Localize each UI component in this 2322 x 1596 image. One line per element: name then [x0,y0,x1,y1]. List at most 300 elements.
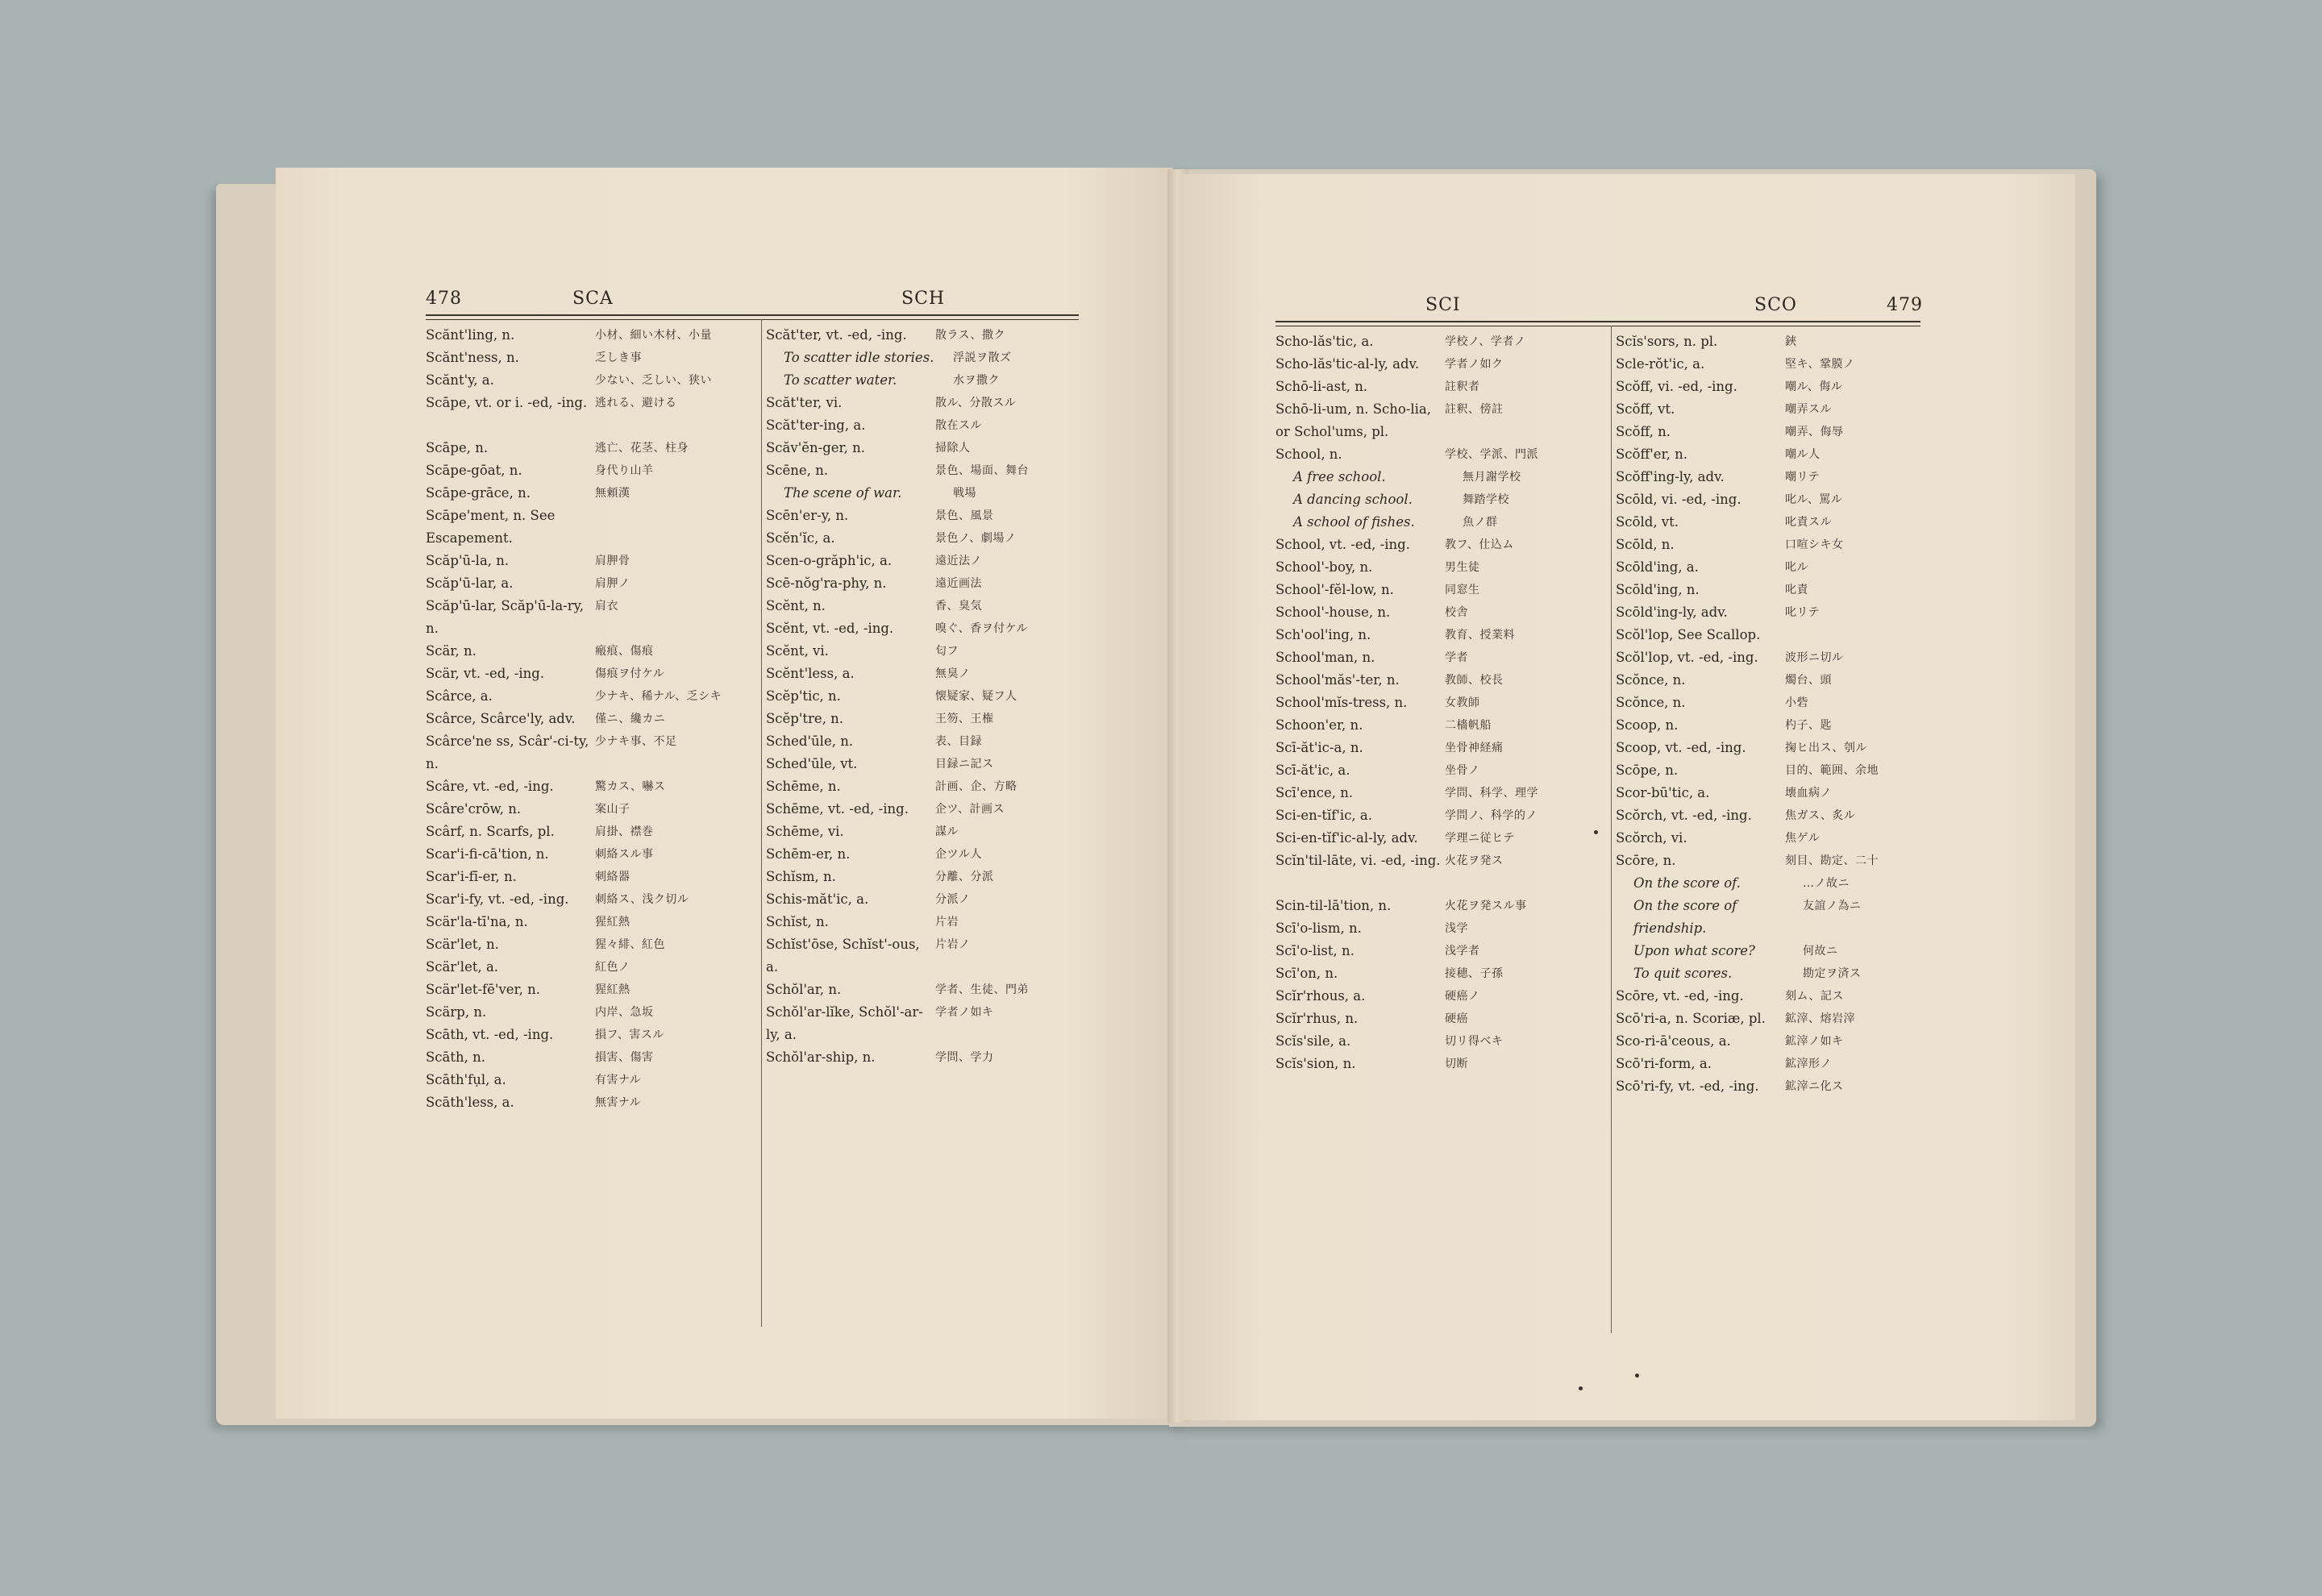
header-rule [1275,321,1920,326]
japanese-definition: 水ヲ撒ク [953,374,1000,387]
japanese-definition: 学者、生徒、門弟 [935,983,1029,996]
headword: Scēne, n. [766,463,829,478]
japanese-definition: 硬癌 [1445,1012,1468,1025]
example-text: On the score of friendship. [1633,898,1737,936]
dictionary-entry [1616,534,1961,556]
japanese-definition: 註釈、傍註 [1445,403,1504,416]
japanese-definition: 燭台、頭 [1785,674,1832,687]
headword: Scāth, n. [426,1049,486,1065]
page-number: 479 [1887,295,1923,315]
japanese-definition: 火花ヲ発ス [1445,854,1504,867]
dictionary-entry [426,595,771,640]
guide-word-left: SCI [1425,295,1461,315]
dictionary-entry [1275,330,1621,353]
headword: Schĭsm, n. [766,869,836,884]
headword: Scăt'ter, vi. [766,395,843,410]
japanese-definition: 猩紅熱 [595,983,630,996]
headword: Scāth'less, a. [426,1095,514,1110]
japanese-definition: 鉱滓ニ化ス [1785,1080,1844,1093]
japanese-definition: 逃亡、花茎、柱身 [595,442,689,455]
japanese-definition: 少ナキ、稀ナル、乏シキ [595,690,722,703]
headword: Scŏff, n. [1616,424,1671,439]
headword: Sch'ool'ing, n. [1275,627,1371,642]
headword: Schŏl'ar, n. [766,982,842,997]
column-divider [761,319,762,1327]
headword: Scē-nŏg'ra-phy, n. [766,576,887,591]
headword: Scho-lăs'tic-al-ly, adv. [1275,356,1420,372]
right-page-header [1179,295,2075,319]
dictionary-entry [1616,782,1961,804]
dictionary-entry [766,617,1111,640]
japanese-definition: 企ツ、計画ス [935,803,1005,816]
headword: Scär'la-tī'na, n. [426,914,528,929]
example-text: A dancing school. [1293,492,1413,507]
headword: Scāpe-gōat, n. [426,463,522,478]
dictionary-entry [426,572,771,595]
dictionary-entry [1275,895,1621,917]
dictionary-entry [426,1024,771,1046]
dictionary-entry [426,821,771,843]
japanese-definition: 嘲弄スル [1785,403,1832,416]
dictionary-entry [766,550,1111,572]
headword: Scĭr'rhous, a. [1275,988,1366,1004]
japanese-definition: 学者ノ如ク [1445,358,1504,371]
dictionary-entry [766,663,1111,685]
dictionary-entry [1616,1053,1961,1075]
dictionary-entry [1616,669,1961,692]
example-text: A free school. [1293,469,1386,484]
headword: Sched'ūle, n. [766,734,854,749]
dictionary-entry [766,437,1111,459]
japanese-definition: 匂フ [935,645,959,658]
japanese-definition: 分離、分派 [935,871,994,883]
example-phrase [766,482,1111,505]
japanese-definition: 焦ガス、炙ル [1785,809,1856,822]
headword: Scĭs'sors, n. pl. [1616,334,1718,349]
example-phrase [1275,466,1621,488]
dictionary-entry [1616,624,1961,646]
headword: Scârce'ne ss, Scâr'-ci-ty, n. [426,734,589,771]
dictionary-entry [1275,398,1621,443]
headword: Scō'ri-form, a. [1616,1056,1712,1071]
japanese-definition: 嘲リテ [1785,471,1821,484]
japanese-definition: 友誼ノ為ニ [1803,900,1862,912]
japanese-definition: 無月謝学校 [1463,471,1521,484]
headword: Sched'ūle, vt. [766,756,858,771]
japanese-definition: 叱ル、罵ル [1785,493,1843,506]
dictionary-entry [766,392,1111,414]
example-phrase [1616,895,1961,940]
headword: Scŏrch, vt. -ed, -ing. [1616,808,1752,823]
japanese-definition: 男生徒 [1445,561,1480,574]
japanese-definition: 魚ノ群 [1463,516,1498,529]
japanese-definition: 嗅ぐ、香ヲ付ケル [935,622,1029,635]
dictionary-entry [426,550,771,572]
japanese-definition: 何故ニ [1803,945,1838,958]
dictionary-entry [1275,759,1621,782]
dictionary-entry [426,1001,771,1024]
japanese-definition: 散在スル [935,419,982,432]
dictionary-entry [1275,353,1621,376]
headword: Scĕnt'less, a. [766,666,855,681]
japanese-definition: 猩々緋、紅色 [595,938,665,951]
japanese-definition: 叱責 [1785,584,1808,596]
headword: Scĭs'sile, a. [1275,1033,1351,1049]
dictionary-entry [1275,737,1621,759]
dictionary-entry [1275,985,1621,1008]
dictionary-entry [1616,1008,1961,1030]
japanese-definition: 肩衣 [595,600,618,613]
headword: Scle-rŏt'ic, a. [1616,356,1705,372]
headword: Scī'on, n. [1275,966,1338,981]
headword: School, n. [1275,447,1342,462]
dictionary-entry [1275,782,1621,804]
headword: Scĭn'til-lāte, vi. -ed, -ing. [1275,853,1441,868]
japanese-definition: 叱責スル [1785,516,1832,529]
headword: Scŏff'ing-ly, adv. [1616,469,1725,484]
japanese-definition: 嘲弄、侮辱 [1785,426,1844,438]
headword: Schēme, vi. [766,824,844,839]
dictionary-entry [766,640,1111,663]
japanese-definition: 坐骨ノ [1445,764,1480,777]
dictionary-entry [426,1046,771,1069]
headword: Scär, vt. -ed, -ing. [426,666,545,681]
headword: Schĭst'ōse, Schĭst'-ous, a. [766,937,920,975]
dictionary-entry [426,640,771,663]
japanese-definition: 嘲ル人 [1785,448,1821,461]
japanese-definition: 身代り山羊 [595,464,654,477]
dictionary-entry [766,730,1111,753]
japanese-definition: 接穂、子孫 [1445,967,1504,980]
left-column-1 [426,324,771,1114]
japanese-definition: 謀ル [935,825,959,838]
dictionary-entry [1275,1053,1621,1075]
japanese-definition: 同窓生 [1445,584,1480,596]
dictionary-entry [426,347,771,369]
japanese-definition: 波形ニ切ル [1785,651,1844,664]
column-divider [1611,326,1612,1333]
dictionary-entry [426,730,771,775]
dictionary-entry [426,324,771,347]
headword: Scär'let, n. [426,937,499,952]
japanese-definition: 戦場 [953,487,976,500]
headword: Sco-ri-ā'ceous, a. [1616,1033,1731,1049]
headword: Schoon'er, n. [1275,717,1363,733]
dictionary-entry [766,933,1111,979]
guide-word-right: SCH [901,289,946,309]
dictionary-entry [766,572,1111,595]
headword: Schō-li-ast, n. [1275,379,1368,394]
headword: Scāpe, n. [426,440,489,455]
headword: Schēme, vt. -ed, -ing. [766,801,909,817]
headword: Scāpe'ment, n. See Escapement. [426,508,556,546]
headword: Scĕnt, n. [766,598,826,613]
headword: Scĭs'sion, n. [1275,1056,1356,1071]
japanese-definition: 内岸、急坂 [595,1006,654,1019]
dictionary-entry [1616,804,1961,827]
example-text: To scatter idle stories. [784,350,934,365]
japanese-definition: 学理ニ従ヒテ [1445,832,1515,845]
dictionary-entry [1616,511,1961,534]
dictionary-entry [1616,985,1961,1008]
headword: Scōld, vt. [1616,514,1679,530]
example-phrase [1616,940,1961,962]
dictionary-entry [426,866,771,888]
example-text: To quit scores. [1633,966,1733,981]
dictionary-entry [1616,330,1961,353]
headword: Scō'ri-fy, vt. -ed, -ing. [1616,1079,1759,1094]
dictionary-entry [1616,646,1961,669]
japanese-definition: 瘢痕、傷痕 [595,645,654,658]
dictionary-entry [1616,759,1961,782]
ink-speck [1579,1386,1583,1390]
headword: Scŏnce, n. [1616,695,1686,710]
dictionary-entry [426,956,771,979]
japanese-definition: 表、目録 [935,735,982,748]
japanese-definition: 小材、細い木材、小量 [595,329,712,342]
dictionary-entry [1616,692,1961,714]
dictionary-entry [426,505,771,550]
dictionary-entry [1616,601,1961,624]
japanese-definition: 勘定ヲ済ス [1803,967,1862,980]
headword: Scär'let, a. [426,959,499,975]
japanese-definition: 肩胛骨 [595,555,630,567]
dictionary-entry [1616,353,1961,376]
japanese-definition: 無臭ノ [935,667,971,680]
headword: Scăv'ĕn-ger, n. [766,440,865,455]
japanese-definition: 企ツル人 [935,848,982,861]
japanese-definition: 有害ナル [595,1074,642,1087]
japanese-definition: 刻目、勘定、二十 [1785,854,1879,867]
japanese-definition: 案山子 [595,803,630,816]
headword: School'man, n. [1275,650,1375,665]
japanese-definition: 刺絡器 [595,871,630,883]
example-phrase [1275,488,1621,511]
japanese-definition: 目録ニ記ス [935,758,994,771]
japanese-definition: 刺絡ス、浅ク切ル [595,893,689,906]
japanese-definition: 僅ニ、纔カニ [595,713,666,725]
japanese-definition: 肩掛、襟巻 [595,825,654,838]
japanese-definition: 片岩 [935,916,959,929]
japanese-definition: 切断 [1445,1058,1468,1070]
headword: Scar'i-fī-er, n. [426,869,517,884]
dictionary-entry [766,527,1111,550]
japanese-definition: 乏しき事 [595,351,642,364]
headword: Scēn'er-y, n. [766,508,849,523]
dictionary-entry [766,821,1111,843]
example-phrase [1616,962,1961,985]
japanese-definition: 壊血病ノ [1785,787,1832,800]
dictionary-entry [426,437,771,459]
dictionary-entry [1616,850,1961,872]
headword: Scănt'ness, n. [426,350,519,365]
headword: Scŏff, vi. -ed, -ing. [1616,379,1737,394]
japanese-definition: 女教師 [1445,696,1480,709]
headword: Scĕnt, vt. -ed, -ing. [766,621,894,636]
dictionary-entry [426,979,771,1001]
example-text: To scatter water. [784,372,897,388]
headword: Scârce, a. [426,688,493,704]
ink-speck [1635,1374,1639,1378]
example-text: Upon what score? [1633,943,1755,958]
japanese-definition: 小砦 [1785,696,1808,709]
dictionary-entry [1616,579,1961,601]
headword: Scâre, vt. -ed, -ing. [426,779,554,794]
headword: Scāth'fụl, a. [426,1072,506,1087]
japanese-definition: 掬ヒ出ス、刳ル [1785,742,1867,754]
japanese-definition: 学者ノ如キ [935,1006,994,1019]
japanese-definition: 学問、学力 [935,1051,994,1064]
japanese-definition: 損害、傷害 [595,1051,654,1064]
headword: Scōre, n. [1616,853,1676,868]
japanese-definition: 焦ゲル [1785,832,1821,845]
headword: Scŏrch, vi. [1616,830,1687,846]
dictionary-entry [1616,466,1961,488]
headword: Scănt'ling, n. [426,327,515,343]
dictionary-entry [426,933,771,956]
dictionary-entry [1275,714,1621,737]
japanese-definition: 教師、校長 [1445,674,1504,687]
dictionary-entry [1275,579,1621,601]
headword: Scăt'ter-ing, a. [766,418,866,433]
japanese-definition: 坐骨神経痛 [1445,742,1504,754]
japanese-definition: 逃れる、避ける [595,397,677,409]
headword: Scar'i-fy, vt. -ed, -ing. [426,892,569,907]
dictionary-entry [1616,398,1961,421]
dictionary-entry [1616,737,1961,759]
headword: Scōld, n. [1616,537,1675,552]
dictionary-entry [766,505,1111,527]
japanese-definition: 鉱滓ノ如キ [1785,1035,1844,1048]
headword: Scāth, vt. -ed, -ing. [426,1027,554,1042]
dictionary-entry [1616,443,1961,466]
dictionary-entry [426,888,771,911]
dictionary-entry [1275,534,1621,556]
dictionary-entry [1275,962,1621,985]
japanese-definition: 散ル、分散スル [935,397,1017,409]
japanese-definition: 二檣帆船 [1445,719,1492,732]
example-text: A school of fishes. [1293,514,1415,530]
dictionary-entry [766,798,1111,821]
japanese-definition: 遠近画法 [935,577,982,590]
japanese-definition: 刻ム、記ス [1785,990,1844,1003]
headword: Scŏl'lop, See Scallop. [1616,627,1761,642]
japanese-definition: 散ラス、撒ク [935,329,1005,342]
japanese-definition: 景色ノ、劇場ノ [935,532,1017,545]
headword: Scāpe, vt. or i. -ed, -ing. [426,395,588,410]
japanese-definition: 切リ得ベキ [1445,1035,1504,1048]
dictionary-entry [426,708,771,730]
headword: Scen-o-grăph'ic, a. [766,553,893,568]
dictionary-entry [766,753,1111,775]
example-phrase [1275,511,1621,534]
headword: Scâre'crōw, n. [426,801,522,817]
japanese-definition: 火花ヲ発スル事 [1445,900,1527,912]
right-column-1 [1275,330,1621,1075]
dictionary-entry [1275,669,1621,692]
dictionary-entry [1275,624,1621,646]
japanese-definition: 堅キ、鞏膜ノ [1785,358,1855,371]
headword: Scŏl'lop, vt. -ed, -ing. [1616,650,1758,665]
japanese-definition: 香、臭気 [935,600,982,613]
dictionary-entry [1275,646,1621,669]
headword: Scŏnce, n. [1616,672,1686,688]
japanese-definition: 教フ、仕込ム [1445,538,1514,551]
headword: Scōre, vt. -ed, -ing. [1616,988,1744,1004]
japanese-definition: 傷痕ヲ付ケル [595,667,665,680]
headword: Scŏff, vt. [1616,401,1675,417]
japanese-definition: 硬癌ノ [1445,990,1480,1003]
dictionary-entry [426,482,771,505]
japanese-definition: 刺絡スル事 [595,848,654,861]
headword: Scârf, n. Scarfs, pl. [426,824,555,839]
japanese-definition: 叱リテ [1785,606,1821,619]
headword: School'-house, n. [1275,605,1391,620]
japanese-definition: 計画、企、方略 [935,780,1017,793]
japanese-definition: 浅学者 [1445,945,1480,958]
headword: Schŏl'ar-ship, n. [766,1049,876,1065]
dictionary-entry [766,595,1111,617]
japanese-definition: 叱ル [1785,561,1808,574]
japanese-definition: …ノ故ニ [1803,877,1850,890]
right-page [1179,174,2075,1420]
headword: Scärp, n. [426,1004,487,1020]
dictionary-entry [1275,940,1621,962]
dictionary-entry [766,911,1111,933]
dictionary-entry [766,843,1111,866]
headword: Scor-bū'tic, a. [1616,785,1710,800]
japanese-definition: 口喧シキ女 [1785,538,1844,551]
dictionary-entry [1275,1008,1621,1030]
headword: Scăp'ū-lar, Scăp'ū-la-ry, n. [426,598,584,636]
headword: Scârce, Scârce'ly, adv. [426,711,576,726]
headword: Schis-măt'ic, a. [766,892,869,907]
example-text: On the score of. [1633,875,1741,891]
example-phrase [766,369,1111,392]
dictionary-entry [426,663,771,685]
dictionary-entry [1616,714,1961,737]
japanese-definition: 損フ、害スル [595,1029,664,1041]
japanese-definition: 鋏 [1785,335,1797,348]
page-number: 478 [426,289,462,309]
dictionary-entry [1616,1075,1961,1098]
headword: Scī'o-lism, n. [1275,921,1362,936]
japanese-definition: 嘲ル、侮ル [1785,380,1843,393]
headword: Scō'ri-a, n. Scoriæ, pl. [1616,1011,1766,1026]
japanese-definition: 校舎 [1445,606,1468,619]
dictionary-entry [766,775,1111,798]
headword: Scănt'y, a. [426,372,494,388]
japanese-definition: 無害ナル [595,1096,642,1109]
dictionary-entry [426,775,771,798]
ink-speck [1594,830,1598,834]
headword: Scho-lăs'tic, a. [1275,334,1374,349]
japanese-definition: 王笏、王権 [935,713,994,725]
japanese-definition: 学校ノ、学者ノ [1445,335,1526,348]
headword: School'măs'-ter, n. [1275,672,1400,688]
japanese-definition: 景色、場面、舞台 [935,464,1029,477]
headword: Scar'i-fi-cā'tion, n. [426,846,549,862]
headword: Scăp'ū-lar, a. [426,576,514,591]
japanese-definition: 学問ノ、科学的ノ [1445,809,1538,822]
guide-word-left: SCA [572,289,614,309]
dictionary-entry [1275,917,1621,940]
japanese-definition: 鉱滓、熔岩滓 [1785,1012,1855,1025]
japanese-definition: 浮説ヲ散ズ [953,351,1012,364]
dictionary-entry [766,1001,1111,1046]
japanese-definition: 分派ノ [935,893,971,906]
headword: Schō-li-um, n. Scho-lia, or Schol'ums, pl. [1275,401,1432,439]
